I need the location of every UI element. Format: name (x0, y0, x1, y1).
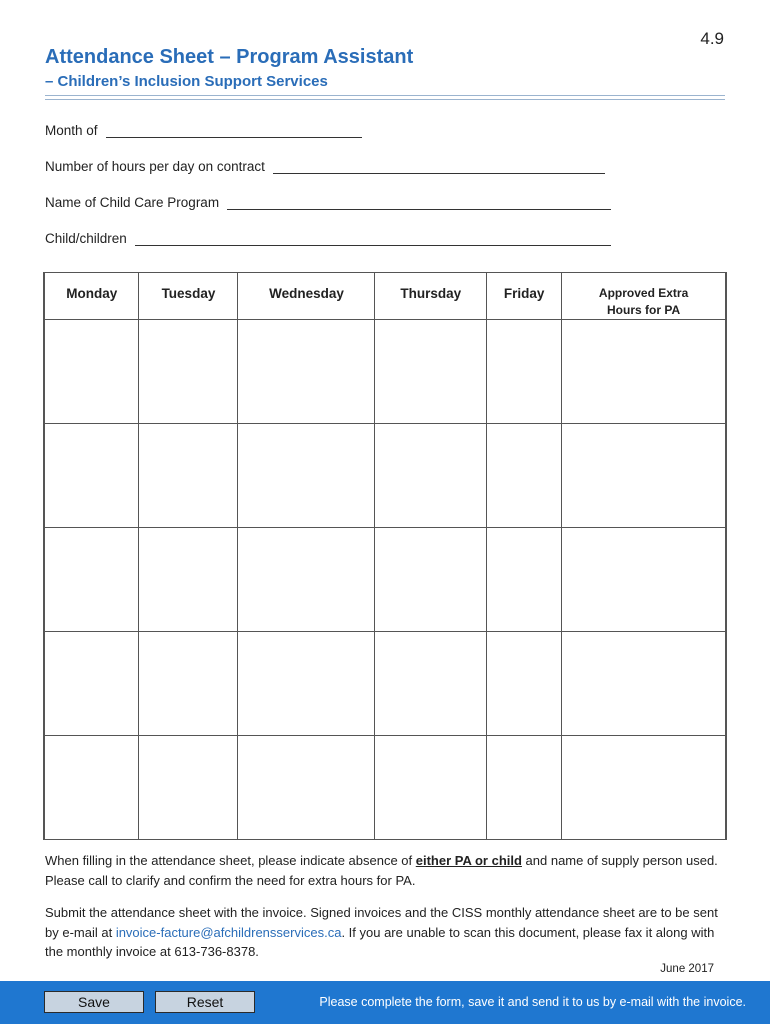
attendance-cell[interactable] (139, 320, 238, 424)
attendance-cell[interactable] (487, 424, 562, 528)
attendance-cell[interactable] (562, 736, 726, 840)
header-monday: Monday (44, 273, 139, 320)
page-subtitle: – Children’s Inclusion Support Services (45, 73, 328, 90)
footer-bar (0, 981, 770, 1024)
attendance-cell[interactable] (375, 528, 487, 632)
header-friday: Friday (487, 273, 562, 320)
attendance-cell[interactable] (375, 424, 487, 528)
instruction-absence (45, 851, 735, 890)
children-field (45, 231, 611, 246)
hours-field (45, 159, 605, 174)
attendance-cell[interactable] (487, 736, 562, 840)
attendance-cell[interactable] (562, 424, 726, 528)
attendance-cell[interactable] (562, 320, 726, 424)
attendance-cell[interactable] (487, 528, 562, 632)
header-wednesday: Wednesday (238, 273, 375, 320)
attendance-cell[interactable] (487, 320, 562, 424)
attendance-cell[interactable] (562, 632, 726, 736)
header-tuesday: Tuesday (139, 273, 238, 320)
revision-date: June 2017 (660, 963, 714, 975)
attendance-cell[interactable] (139, 736, 238, 840)
invoice-email-link[interactable]: invoice-facture@afchildrensservices.ca (115, 924, 342, 940)
attendance-table (43, 272, 727, 840)
attendance-cell[interactable] (375, 736, 487, 840)
table-row (44, 736, 726, 840)
extra-header-line1: Approved Extra (598, 286, 689, 300)
attendance-cell[interactable] (44, 424, 139, 528)
extra-header-line2: Hours for PA (607, 303, 681, 317)
attendance-cell[interactable] (487, 632, 562, 736)
note1-text-end: and name of supply person used. Please call to clarify and confirm the need for extra hours for PA. (45, 853, 718, 888)
attendance-cell[interactable] (44, 736, 139, 840)
note2-text-end: . If you are unable to scan this document, please fax it along with the monthly invoice at 613-736-8378. (45, 924, 715, 959)
reset-button[interactable]: Reset (155, 991, 255, 1013)
note2-text: Submit the attendance sheet with the invoice. Signed invoices and the CISS monthly attendance sheet are to be sent by e-mail at (45, 905, 718, 940)
page-number: 4.9 (700, 29, 724, 48)
note1-text: When filling in the attendance sheet, please indicate absence of (45, 853, 416, 868)
table-body (44, 320, 726, 840)
attendance-cell[interactable] (139, 528, 238, 632)
attendance-cell[interactable] (238, 528, 375, 632)
hours-label: Number of hours per day on contract (45, 159, 265, 174)
table-header-row (44, 273, 726, 320)
save-button[interactable]: Save (44, 991, 144, 1013)
table-row (44, 424, 726, 528)
attendance-cell[interactable] (238, 320, 375, 424)
table-row (44, 320, 726, 424)
program-input-line[interactable] (227, 195, 611, 210)
attendance-cell[interactable] (44, 632, 139, 736)
instruction-submit (45, 903, 735, 962)
attendance-cell[interactable] (139, 424, 238, 528)
attendance-cell[interactable] (44, 528, 139, 632)
attendance-cell[interactable] (238, 632, 375, 736)
table-row (44, 632, 726, 736)
month-field (45, 123, 362, 138)
attendance-cell[interactable] (44, 320, 139, 424)
program-field (45, 195, 611, 210)
attendance-cell[interactable] (375, 632, 487, 736)
month-input-line[interactable] (106, 123, 362, 138)
attendance-cell[interactable] (238, 424, 375, 528)
attendance-cell[interactable] (562, 528, 726, 632)
children-label: Child/children (45, 231, 127, 246)
program-label: Name of Child Care Program (45, 195, 220, 210)
hours-input-line[interactable] (273, 159, 605, 174)
header-approved-extra-hours (562, 273, 726, 320)
children-input-line[interactable] (135, 231, 611, 246)
header-thursday: Thursday (375, 273, 487, 320)
attendance-cell[interactable] (238, 736, 375, 840)
month-label: Month of (45, 123, 98, 138)
attendance-cell[interactable] (375, 320, 487, 424)
attendance-cell[interactable] (139, 632, 238, 736)
title-divider (45, 95, 725, 100)
footer-message: Please complete the form, save it and send it to us by e-mail with the invoice. (319, 995, 746, 1009)
page-title: Attendance Sheet – Program Assistant (45, 46, 414, 68)
table-row (44, 528, 726, 632)
note1-emphasis: either PA or child (415, 853, 522, 868)
